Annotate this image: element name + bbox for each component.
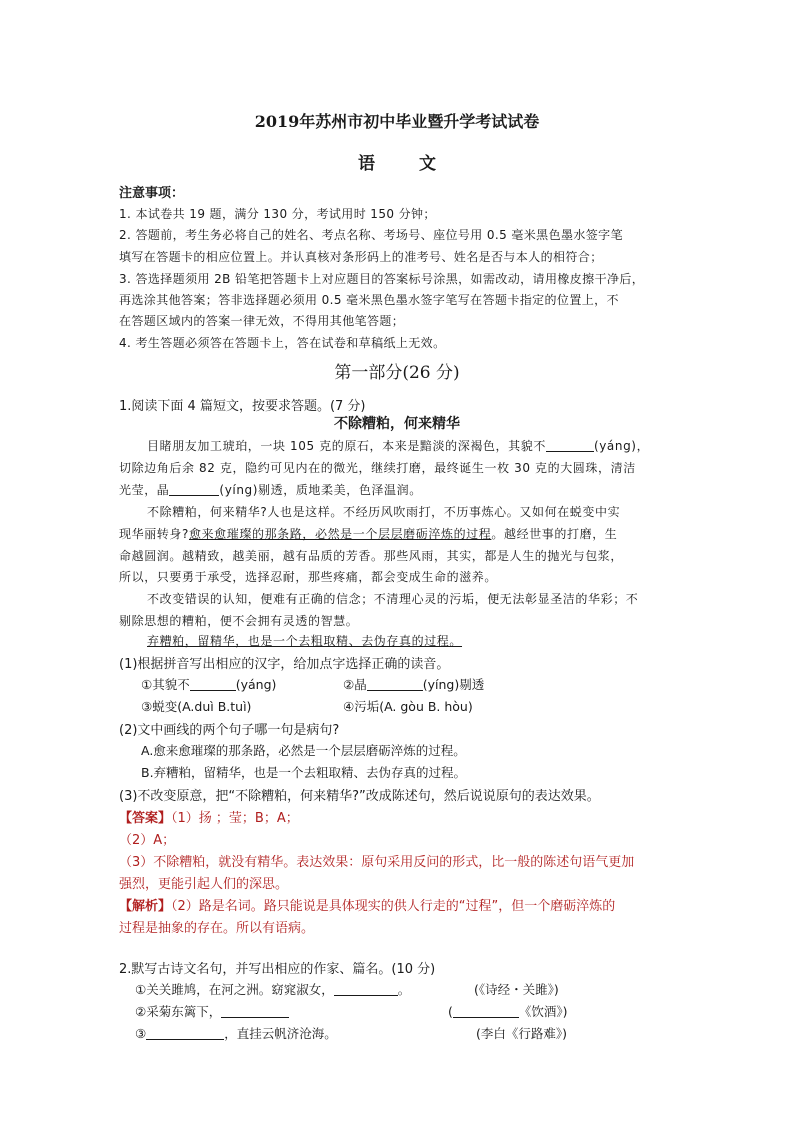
- option-item: B.弃糟粕，留精华，也是一个去粗取精、去伪存真的过程。: [141, 765, 467, 780]
- answer-line: 强烈，更能引起人们的深思。: [119, 877, 289, 892]
- question-2-stem: 2.默写古诗文名句，并写出相应的作家、篇名。(10 分): [119, 962, 436, 977]
- recitation-source: (李白《行路难》): [476, 1026, 568, 1041]
- analysis-line: 过程是抽象的存在。所以有语病。: [119, 921, 315, 936]
- recitation-source: ( 《饮酒》): [448, 1004, 568, 1019]
- recitation-line: ③ ，直挂云帆济沧海。: [135, 1026, 337, 1041]
- answer-blank: [334, 983, 398, 996]
- notice-line: 再选涂其他答案；答非选择题必须用 0.5 毫米黑色墨水签字笔写在答题卡指定的位置上，不: [119, 293, 619, 307]
- notice-line: 在答题区域内的答案一律无效，不得用其他笔答题；: [119, 314, 405, 328]
- notice-line: 1. 本试卷共 19 题，满分 130 分，考试用时 150 分钟；: [119, 207, 436, 221]
- notice-line: 2. 答题前，考生务必将自己的姓名、考点名称、考场号、座位号用 0.5 毫米黑色墨水签字笔: [119, 228, 623, 242]
- underlined-sentence-b: 弃糟粕，留精华，也是一个去粗取精、去伪存真的过程。: [147, 634, 463, 648]
- article-line: 不除糟粕，何来精华?人也是这样。不经历风吹雨打，不历事炼心。又如何在蜕变中实: [147, 505, 621, 519]
- option-item: ④污垢(A. gòu B. hòu): [343, 699, 473, 714]
- article-line: 不改变错误的认知，便难有正确的信念；不清理心灵的污垢，便无法彰显圣洁的华彩；不: [147, 592, 639, 606]
- option-item: ③蜕变(A.duì B.tuì): [141, 699, 252, 714]
- article-line: 切除边角后余 82 克，隐约可见内在的微光，继续打磨，最终诞生一枚 30 克的大圆珠，清洁: [119, 461, 636, 475]
- answer-line: （2）A；: [119, 833, 176, 848]
- analysis-tag: 【解析】: [119, 899, 172, 914]
- notice-line: 4. 考生答题必须答在答题卡上，答在试卷和草稿纸上无效。: [119, 336, 446, 350]
- sub-question-1: (1)根据拼音写出相应的汉字，给加点字选择正确的读音。: [119, 657, 450, 672]
- sub-question-3: (3)不改变原意，把“不除糟粕，何来精华?”改成陈述句，然后说说原句的表达效果。: [119, 789, 600, 804]
- analysis-line: 【解析】（2）路是名词。路只能说是具体现实的供人行走的“过程”，但一个磨砺淬炼的: [119, 899, 616, 914]
- option-item: ①其貌不 (yáng): [141, 677, 277, 692]
- sub-question-2: (2)文中画线的两个句子哪一句是病句?: [119, 723, 340, 738]
- exam-title: 2019年苏州市初中毕业暨升学考试试卷: [254, 112, 540, 131]
- article-line: 现华丽转身?愈来愈璀璨的那条路，必然是一个层层磨砺淬炼的过程。越经世事的打磨，生: [119, 527, 618, 541]
- answer-blank: [453, 1005, 519, 1018]
- answer-tag: 【答案】: [119, 811, 172, 826]
- article-line: 命越圆润。越精致，越美丽，越有品质的芳香。那些风雨，其实，都是人生的抛光与包浆，: [119, 549, 624, 563]
- notice-line: 填写在答题卡的相应位置上。并认真核对条形码上的准考号、姓名是否与本人的相符合；: [119, 250, 603, 264]
- article-line: 光莹，晶 (yíng)剔透，质地柔美，色泽温润。: [119, 483, 422, 497]
- article-title: 不除糟粕，何来精华: [334, 416, 460, 432]
- part-one-heading: 第一部分(26 分): [334, 363, 460, 383]
- answer-line: 【答案】（1）扬 ；莹；B；A；: [119, 811, 299, 826]
- answer-blank: [221, 1005, 289, 1018]
- recitation-line: ①关关雎鸠，在河之洲。窈窕淑女， 。: [135, 982, 411, 997]
- answer-blank: [546, 439, 594, 452]
- underlined-sentence-a: 愈来愈璀璨的那条路，必然是一个层层磨砺淬炼的过程: [188, 527, 492, 541]
- answer-blank: [190, 678, 236, 691]
- question-1-stem: 1.阅读下面 4 篇短文，按要求答题。(7 分): [119, 399, 366, 414]
- recitation-line: ②采菊东篱下，: [135, 1002, 289, 1020]
- answer-blank: [367, 678, 423, 691]
- option-item: A.愈来愈璀璨的那条路，必然是一个层层磨砺淬炼的过程。: [141, 743, 466, 758]
- answer-blank: [146, 1027, 224, 1040]
- notice-heading: 注意事项：: [119, 186, 185, 201]
- article-line: 目睹朋友加工琥珀，一块 105 克的原石，本来是黯淡的深褐色，其貌不 (yáng)，: [147, 439, 650, 453]
- article-line: 所以，只要勇于承受，选择忍耐，那些疼痛，都会变成生命的滋养。: [119, 570, 498, 584]
- article-line: 剔除思想的糟粕，便不会拥有灵透的智慧。: [119, 614, 359, 628]
- answer-blank: [169, 483, 219, 496]
- subject-heading: [0, 149, 794, 174]
- subject-char-1: 语: [358, 154, 375, 174]
- recitation-source: (《诗经・关雎》): [474, 982, 559, 997]
- answer-line: （3）不除糟粕，就没有精华。表达效果：原句采用反问的形式，比一般的陈述句语气更加: [119, 855, 635, 870]
- subject-char-2: 文: [419, 154, 436, 174]
- option-item: ②晶 (yíng)剔透: [343, 677, 485, 692]
- notice-line: 3. 答选择题须用 2B 铅笔把答题卡上对应题目的答案标号涂黑，如需改动，请用橡皮擦干净后，: [119, 272, 645, 286]
